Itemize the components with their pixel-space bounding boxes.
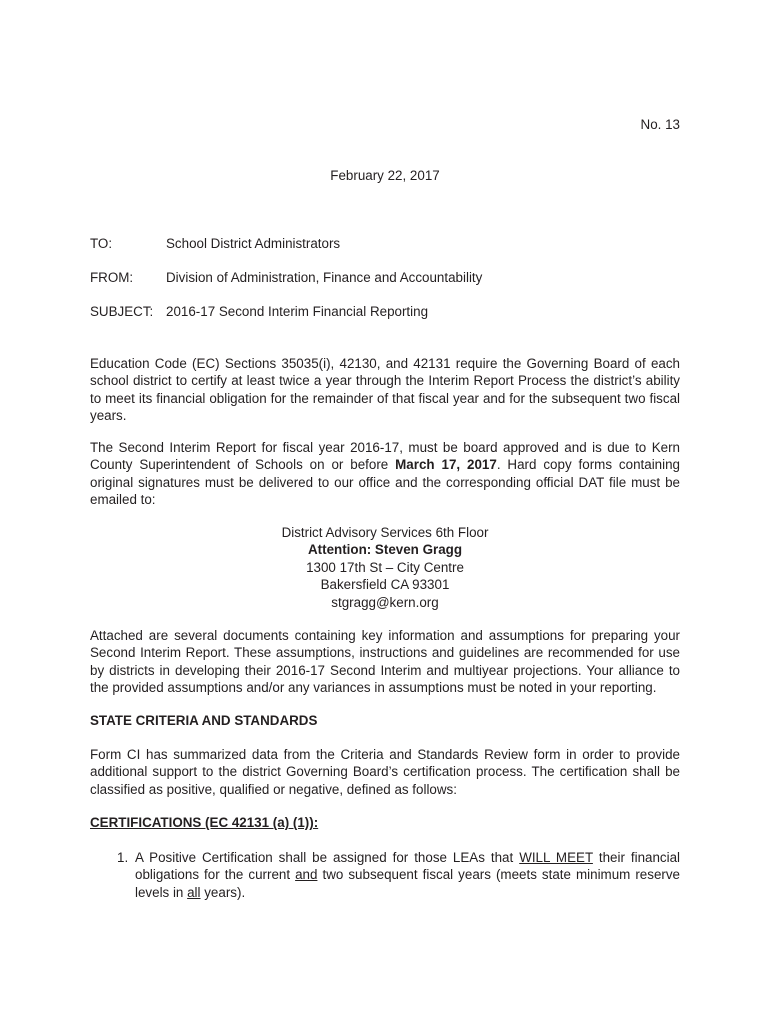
subject-value: 2016-17 Second Interim Financial Reporting [166,304,429,319]
memo-number: No. 13 [640,117,680,132]
from-line [90,269,482,286]
list-text-4: years). [200,884,246,900]
address-line-attention: Attention: Steven Gragg [308,542,462,558]
to-value: School District Administrators [166,236,341,251]
to-label: TO: [90,236,113,251]
memo-date: February 22, 2017 [330,168,440,183]
subject-label: SUBJECT: [90,304,154,319]
list-text-and: and [295,867,318,883]
from-label: FROM: [90,270,134,285]
list-text-will-meet: WILL MEET [519,850,593,865]
address-line-department: District Advisory Services 6th Floor [281,525,489,540]
from-value: Division of Administration, Finance and Accountability [166,270,483,285]
list-number: 1. [117,850,129,865]
due-date-text-1: The Second Interim Report for fiscal year 2016-17, must be board approved and is due to Kern County Superintendent of Schools on or before [90,440,680,473]
address-line-street: 1300 17th St – City Centre [306,559,464,575]
paragraph-form-ci: Form CI has summarized data from the Criteria and Standards Review form in order to provide additional support to the district Governing Board’s certification process. The certification shall be classified as positive, qualified or negative, defined as follows: [90,747,680,797]
to-line [90,235,340,252]
heading-state-criteria: STATE CRITERIA AND STANDARDS [90,713,318,728]
address-email: stgragg@kern.org [331,594,439,610]
paragraph-attached-documents: Attached are several documents containing key information and assumptions for preparing your Second Interim Report. These assumptions, instructions and guidelines are recommended for use by districts in developing their 2016-17 Second Interim and multiyear projections. Your alliance to the provided assumptions and/or any variances in assumptions must be noted in your reporting. [90,628,680,696]
list-text-1: A Positive Certification shall be assigned for those LEAs that [135,850,520,865]
due-date: March 17, 2017 [395,457,497,473]
list-text-3: two subsequent fiscal years (meets state minimum reserve levels in [135,867,680,900]
subject-line [90,303,428,320]
due-date-text-2: . Hard copy forms containing original signatures must be delivered to our office and the corresponding official DAT file must be emailed to: [90,457,680,508]
list-item-text [135,849,680,901]
paragraph-due-date [90,439,680,509]
paragraph-education-code: Education Code (EC) Sections 35035(i), 42130, and 42131 require the Governing Board of each school district to certify at least twice a year through the Interim Report Process the district’s ability to meet its financial obligation for the remainder of that fiscal year and for the subsequent two fiscal years. [90,356,680,424]
heading-certifications: CERTIFICATIONS (EC 42131 (a) (1)): [90,815,319,830]
list-text-2: their financial obligations for the current [135,850,681,883]
list-text-all: all [187,884,201,900]
mailing-address [0,524,770,611]
address-line-city: Bakersfield CA 93301 [320,577,450,593]
